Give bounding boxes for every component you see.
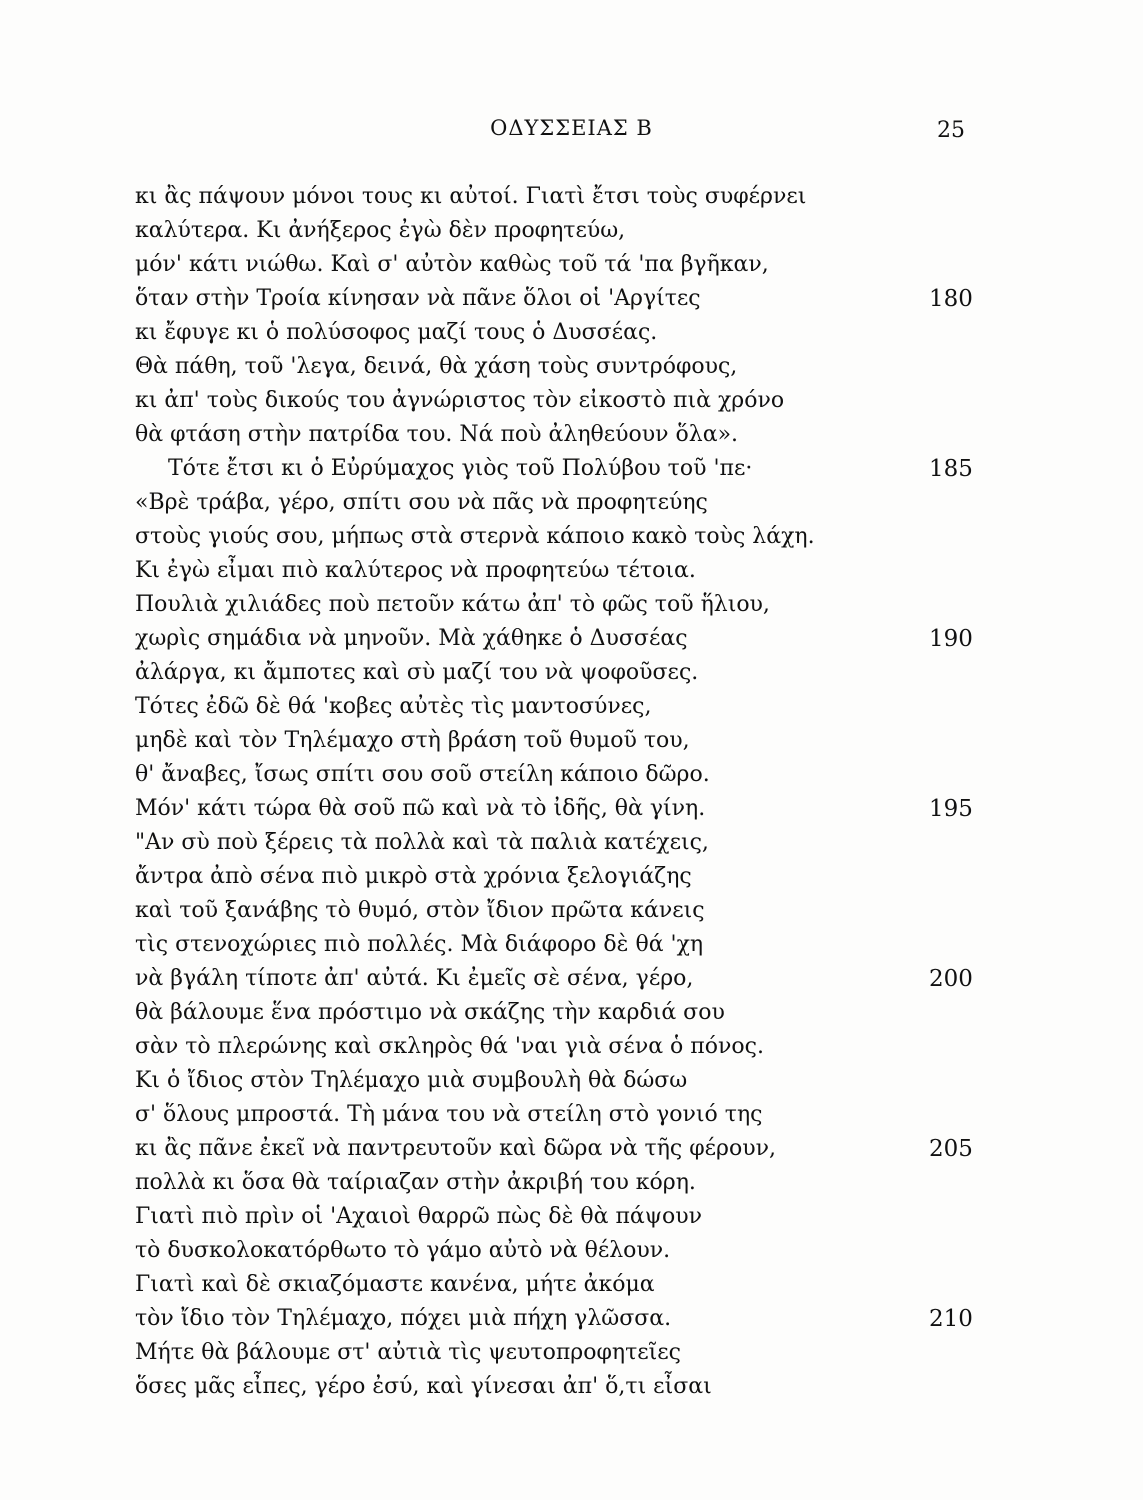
verse-line xyxy=(0,1098,1143,1132)
verse-line xyxy=(0,996,1143,1030)
verse-line-text: σ' ὅλους μπροστά. Τὴ μάνα του νὰ στείλη στὸ γονιό της xyxy=(135,1102,763,1127)
verse-line-text: σὰν τὸ πλερώνης καὶ σκληρὸς θά 'ναι γιὰ σένα ὁ πόνος. xyxy=(135,1034,764,1059)
verse-line xyxy=(0,520,1143,554)
verse-line xyxy=(0,214,1143,248)
verse-line-text: θὰ φτάση στὴν πατρίδα του. Νά ποὺ ἀληθεύουν ὅλα». xyxy=(135,422,739,447)
verse-line xyxy=(0,316,1143,350)
verse-line-text: Πουλιὰ χιλιάδες ποὺ πετοῦν κάτω ἀπ' τὸ φῶς τοῦ ἥλιου, xyxy=(135,592,770,617)
verse-line-text: μόν' κάτι νιώθω. Καὶ σ' αὐτὸν καθὼς τοῦ τά 'πα βγῆκαν, xyxy=(135,252,769,277)
verse-line xyxy=(0,860,1143,894)
verse-line-text: κι ἂς πᾶνε ἐκεῖ νὰ παντρευτοῦν καὶ δῶρα νὰ τῆς φέρουν, xyxy=(135,1136,776,1161)
verse-line-text: Θὰ πάθη, τοῦ 'λεγα, δεινά, θὰ χάση τοὺς συντρόφους, xyxy=(135,354,738,379)
running-header-title: ΟΔΥΣΣΕΙΑΣ Β xyxy=(490,116,653,140)
verse-line-text: νὰ βγάλη τίποτε ἀπ' αὐτά. Κι ἐμεῖς σὲ σένα, γέρο, xyxy=(135,966,694,991)
verse-line-text: ὅταν στὴν Τροία κίνησαν νὰ πᾶνε ὅλοι οἱ 'Αργίτες xyxy=(135,286,701,311)
verse-line xyxy=(0,758,1143,792)
verse-line xyxy=(0,792,1143,826)
line-number: 210 xyxy=(929,1306,973,1332)
verse-line-text: κι ἂς πάψουν μόνοι τους κι αὐτοί. Γιατὶ ἔτσι τοὺς συφέρνει xyxy=(135,184,807,209)
verse-line xyxy=(0,1268,1143,1302)
verse-line-text: στοὺς γιούς σου, μήπως στὰ στερνὰ κάποιο κακὸ τοὺς λάχη. xyxy=(135,524,815,549)
verse-line-text: "Αν σὺ ποὺ ξέρεις τὰ πολλὰ καὶ τὰ παλιὰ κατέχεις, xyxy=(135,830,709,855)
verse-line xyxy=(0,554,1143,588)
verse-line-text: Τότες ἐδῶ δὲ θά 'κοβες αὐτὲς τὶς μαντοσύνες, xyxy=(135,694,652,719)
verse-line-text: χωρὶς σημάδια νὰ μηνοῦν. Μὰ χάθηκε ὁ Δυσσέας xyxy=(135,626,688,651)
verse-line xyxy=(0,1166,1143,1200)
verse-line xyxy=(0,1302,1143,1336)
verse-line-text: πολλὰ κι ὅσα θὰ ταίριαζαν στὴν ἀκριβή του κόρη. xyxy=(135,1170,696,1195)
verse-line-text: Μόν' κάτι τώρα θὰ σοῦ πῶ καὶ νὰ τὸ ἰδῆς, θὰ γίνη. xyxy=(135,796,706,821)
verse-line xyxy=(0,282,1143,316)
verse-line-text: Κι ὁ ἴδιος στὸν Τηλέμαχο μιὰ συμβουλὴ θὰ δώσω xyxy=(135,1068,688,1093)
line-number: 190 xyxy=(929,626,973,652)
verse-line-text: Μήτε θὰ βάλουμε στ' αὐτιὰ τὶς ψευτοπροφητεῖες xyxy=(135,1340,681,1365)
verse-line-text: τὸν ἴδιο τὸν Τηλέμαχο, πόχει μιὰ πήχη γλῶσσα. xyxy=(135,1306,672,1331)
verse-line-text: ἄντρα ἀπὸ σένα πιὸ μικρὸ στὰ χρόνια ξελογιάζης xyxy=(135,864,692,889)
verse-line-text: καλύτερα. Κι ἀνήξερος ἐγὼ δὲν προφητεύω, xyxy=(135,218,626,243)
verse-line xyxy=(0,248,1143,282)
verse-line xyxy=(0,1336,1143,1370)
verse-line xyxy=(0,1030,1143,1064)
verse-block xyxy=(0,180,1143,1404)
verse-line xyxy=(0,486,1143,520)
verse-line-text: ὅσες μᾶς εἶπες, γέρο ἐσύ, καὶ γίνεσαι ἀπ' ὅ,τι εἶσαι xyxy=(135,1374,712,1399)
line-number: 205 xyxy=(929,1136,973,1162)
verse-line xyxy=(0,1064,1143,1098)
verse-line xyxy=(0,724,1143,758)
verse-line xyxy=(0,418,1143,452)
verse-line-text: κι ἔφυγε κι ὁ πολύσοφος μαζί τους ὁ Δυσσέας. xyxy=(135,320,658,345)
verse-line-text: κι ἀπ' τοὺς δικούς του ἀγνώριστος τὸν εἰκοστὸ πιὰ χρόνο xyxy=(135,388,785,413)
verse-line-text: Κι ἐγὼ εἶμαι πιὸ καλύτερος νὰ προφητεύω τέτοια. xyxy=(135,558,696,583)
verse-line-text: «Βρὲ τράβα, γέρο, σπίτι σου νὰ πᾶς νὰ προφητεύης xyxy=(135,490,708,515)
verse-line xyxy=(0,384,1143,418)
verse-line xyxy=(0,894,1143,928)
verse-line xyxy=(0,690,1143,724)
verse-line-text: Τότε ἔτσι κι ὁ Εὐρύμαχος γιὸς τοῦ Πολύβου τοῦ 'πε· xyxy=(168,456,753,481)
verse-line xyxy=(0,622,1143,656)
verse-line xyxy=(0,1370,1143,1404)
verse-line xyxy=(0,962,1143,996)
line-number: 195 xyxy=(929,796,973,822)
verse-line-text: θ' ἄναβες, ἴσως σπίτι σου σοῦ στείλη κάποιο δῶρο. xyxy=(135,762,710,787)
verse-line xyxy=(0,928,1143,962)
line-number: 200 xyxy=(929,966,973,992)
verse-line xyxy=(0,180,1143,214)
verse-line-text: μηδὲ καὶ τὸν Τηλέμαχο στὴ βράση τοῦ θυμοῦ του, xyxy=(135,728,690,753)
verse-line-text: ἀλάργα, κι ἄμποτες καὶ σὺ μαζί του νὰ ψοφοῦσες. xyxy=(135,660,699,685)
verse-line xyxy=(0,656,1143,690)
verse-line-text: Γιατὶ καὶ δὲ σκιαζόμαστε κανένα, μήτε ἀκόμα xyxy=(135,1272,655,1297)
line-number: 185 xyxy=(929,456,973,482)
verse-line xyxy=(0,452,1143,486)
verse-line xyxy=(0,1234,1143,1268)
verse-line xyxy=(0,1200,1143,1234)
verse-line xyxy=(0,826,1143,860)
page-number: 25 xyxy=(937,118,965,143)
line-number: 180 xyxy=(929,286,973,312)
verse-line xyxy=(0,350,1143,384)
verse-line xyxy=(0,588,1143,622)
verse-line-text: τὸ δυσκολοκατόρθωτο τὸ γάμο αὐτὸ νὰ θέλουν. xyxy=(135,1238,671,1263)
verse-line xyxy=(0,1132,1143,1166)
verse-line-text: Γιατὶ πιὸ πρὶν οἱ 'Αχαιοὶ θαρρῶ πὼς δὲ θὰ πάψουν xyxy=(135,1204,703,1229)
verse-line-text: θὰ βάλουμε ἕνα πρόστιμο νὰ σκάζης τὴν καρδιά σου xyxy=(135,1000,725,1025)
verse-line-text: τὶς στενοχώριες πιὸ πολλές. Μὰ διάφορο δὲ θά 'χη xyxy=(135,932,704,957)
verse-line-text: καὶ τοῦ ξανάβης τὸ θυμό, στὸν ἴδιον πρῶτα κάνεις xyxy=(135,898,705,923)
